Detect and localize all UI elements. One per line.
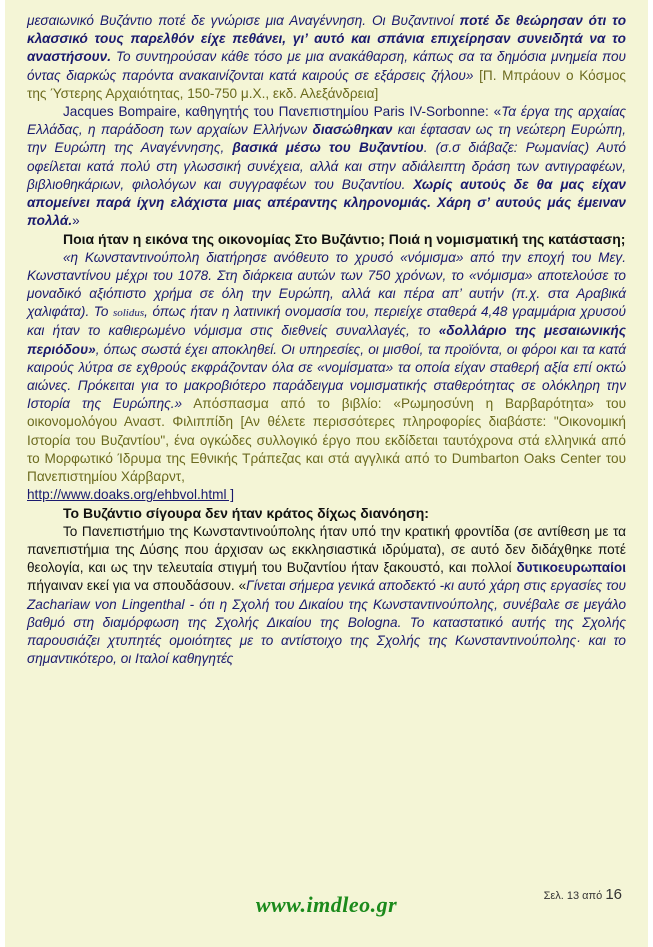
document-body [27, 12, 626, 668]
author-intro: Jacques Bompaire, καθηγητής του Πανεπιστημίου Paris IV-Sorbonne: « [63, 104, 502, 120]
paragraph-university [27, 523, 626, 669]
source-citation: [Π. Μπράουν ο Κόσμος της Ύστερης Αρχαιότητας, 150-750 μ.Χ., εκδ. Αλεξάνδρεια] [27, 67, 626, 101]
page-number-total: 16 [605, 886, 622, 903]
section-heading-intellect: Το Βυζάντιο σίγουρα δεν ήταν κράτος δίχως διανόηση: [63, 505, 429, 522]
quote-emphasis: «δολλάριο της μεσαιωνικής περιόδου» [27, 323, 626, 357]
page-number-prefix: Σελ. 13 από [543, 890, 606, 902]
paragraph-renaissance-quote [27, 12, 626, 103]
quote-emphasis: ποτέ δε θεώρησαν ότι το κλασσικό τους παρελθόν είχε πεθάνει, γι’ αυτό και σπάνια επιχείρησαν συνειδητά να το αναστήσουν. [27, 13, 627, 65]
document-page [5, 0, 648, 947]
quote-emphasis: διασώθηκαν [312, 122, 393, 138]
quote-text: , όπως ήταν η λατινική ονομασία του, περιείχε σταθερά 4,48 γραμμάρια χρυσού και ήταν το καθιερωμένο νόμισμα στις διεθνείς συναλλαγές, το [27, 304, 626, 339]
quote-text: και έφτασαν ως τη νεώτερη Ευρώπη, την Ευρώπη της Αναγέννησης, [27, 122, 626, 156]
body-text: πήγαιναν εκεί για να σπουδάσουν. « [27, 578, 247, 594]
quote-close: » [72, 213, 80, 229]
paragraph-bompaire [27, 103, 626, 230]
section-heading-economy: Ποια ήταν η εικόνα της οικονομίας Στο Βυζάντιο; Ποιά η νομισματική της κατάσταση; [63, 231, 626, 248]
quote-text: «η Κωνσταντινούπολη διατήρησε ανόθευτο το χρυσό «νόμισμα» από την εποχή του Μεγ. Κωνσταντίνου μέχρι του 1078. Στη διάρκεια αυτών των 750 χρόνων, το «νόμισμα» αποτελούσε το μοναδικό αξιόπιστο χρήμα σε όλη την Ευρώπη, αλλά και πέρα απ’ αυτήν (π.χ. στα Αραβικά χαλιφάτα). Το [27, 249, 626, 320]
quote-text: , όπως σωστά έχει αποκληθεί. Οι υπηρεσίες, οι μισθοί, τα προϊόντα, οι φόροι και τα κατά καιρούς λύτρα σε εχθρούς εκφράζονταν όλα σε «νομίσματα» τα οποία είχαν σταθερή αξία επί οκτώ αιώνες. Πρόκειται για το μακροβιότερο παράδειγμα νομισματικής σταθερότητας σε ολόκληρη την Ιστορία της Ευρώπης.» [27, 341, 626, 412]
doaks-link[interactable]: http://www.doaks.org/ehbvol.html ] [27, 487, 235, 503]
quote-text: Τα έργα της αρχαίας Ελλάδας, η παράδοση των αρχαίων Ελλήνων [27, 104, 626, 138]
quote-emphasis: Χωρίς αυτούς δε θα μας είχαν απομείνει παρά ίχνη ελάχιστα μιας απέραντης κληρονομιάς. Χάρη σ’ αυτούς μάς έμειναν πολλά. [27, 176, 626, 229]
page-number [544, 886, 622, 903]
quote-emphasis: βασικά μέσω του Βυζαντίου [232, 140, 424, 156]
footer-website-url: www.imdleo.gr [255, 892, 398, 917]
body-emphasis: δυτικοευρωπαίοι [516, 560, 626, 576]
solidus-term: solidus [112, 307, 145, 320]
quote-text: Γίνεται σήμερα γενικά αποδεκτό -κι αυτό χάρη στις εργασίες του Zachariaw von Lingenthal - ότι η Σχολή του Δικαίου της Κωνσταντινούπολης, συνέβαλε σε μεγάλο βαθμό στη διαμόρφωση της Σχολής Δικαίου της Bologna. Το καταστατικό αυτής της Σχολής παρουσιάζει χτυπητές ομοιότητες με το αντίστοιχο της Σχολής της Κωνσταντινούπολης· και το σημαντικότερο, οι Ιταλοί καθηγητές [27, 578, 626, 667]
body-text: Το Πανεπιστήμιο της Κωνσταντινούπολης ήταν υπό την κρατική φροντίδα (σε αντίθεση με τα πανεπιστήμια της Δύσης που άρχισαν ως εκκλησιαστικά ιδρύματα), σε αυτό δεν διδάχθηκε ποτέ θεολογία, και ως την τελευταία στιγμή του Βυζαντίου ήταν ξακουστό, και πολλοί [27, 523, 626, 576]
quote-text: Το συντηρούσαν κάθε τόσο με μια ανακάθαρση, κάπως σα τα δημόσια μνημεία που όντας διαρκώς παρόντα ανακαινίζονται κατά καιρούς σε εξάρσεις ζήλου» [27, 49, 626, 83]
quote-text: . (σ.σ διάβαζε: Ρωμανίας) Αυτό οφείλεται κατά πολύ στη γλωσσική συνέχεια, αλλά και στην αδιάλειπτη δράση των αντιγραφέων, βιβλιοθηκάριων, φιλολόγων και συγγραφέων του Βυζαντίου. [27, 140, 626, 192]
quote-text: μεσαιωνικό Βυζάντιο ποτέ δε γνώρισε μια Αναγέννηση. Οι Βυζαντινοί [27, 13, 460, 28]
source-citation: Απόσπασμα από το βιβλίο: «Ρωμηοσύνη η Βαρβαρότητα» του οικονομολόγου Αναστ. Φιλιππίδη [Αν θέλετε περισσότερες πληροφορίες διαβάστε: "Οικονομική Ιστορία του Βυζαντίου", ένα ογκώδες συλλογικό έργο που εκδίδεται ταυτόχρονα στά ελληνικά από το Μορφωτικό Ίδρυμα της Εθνικής Τράπεζας και στά αγγλικά από το Dumbarton Oaks Center του Πανεπιστημίου Χάρβαρντ, [27, 396, 627, 485]
paragraph-economy [27, 249, 626, 505]
